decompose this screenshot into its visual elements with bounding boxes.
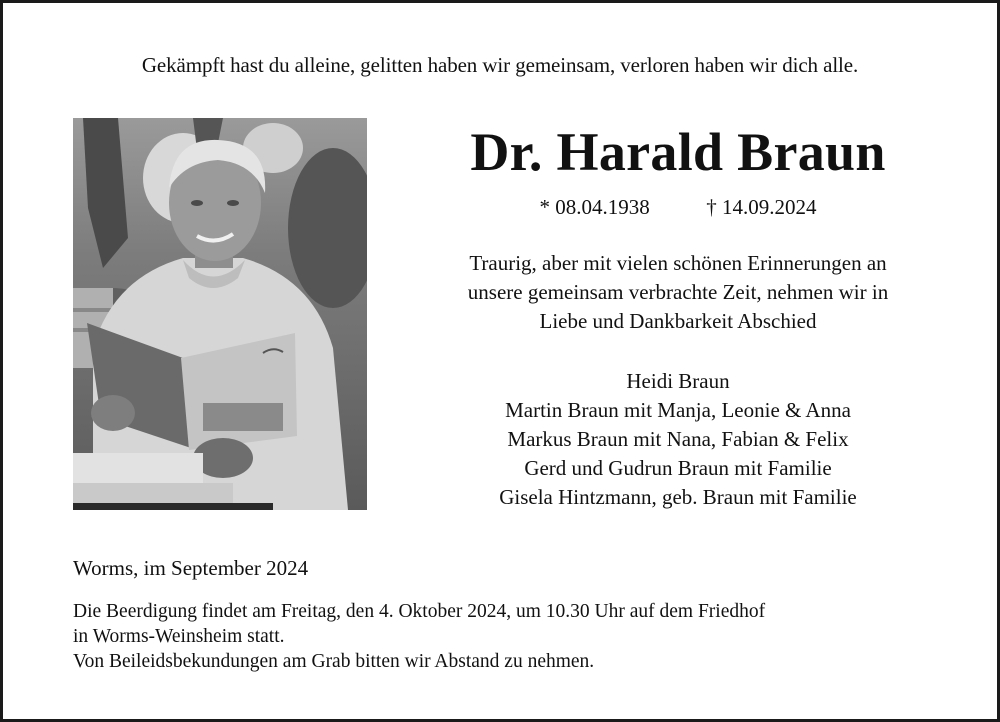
deceased-name: Dr. Harald Braun [470, 122, 886, 182]
place-and-date: Worms, im September 2024 [73, 556, 309, 580]
birth-date: 08.04.1938 [555, 195, 650, 219]
mourner-entry: Gisela Hintzmann, geb. Braun mit Familie [499, 485, 857, 509]
life-dates [413, 195, 943, 220]
farewell-line: Traurig, aber mit vielen schönen Erinnerungen an [469, 251, 887, 275]
birth-symbol: * [539, 195, 550, 219]
death-symbol-cross-icon: † [706, 195, 717, 219]
notice-line: Von Beileidsbekundungen am Grab bitten wir Abstand zu nehmen. [73, 651, 595, 672]
death-date: 14.09.2024 [722, 195, 817, 219]
notice-line: Die Beerdigung findet am Freitag, den 4. Oktober 2024, um 10.30 Uhr auf dem Friedhof [73, 601, 766, 622]
notice-line: in Worms-Weinsheim statt. [73, 626, 285, 647]
motto-text: Gekämpft hast du alleine, gelitten haben wir gemeinsam, verloren haben wir dich alle. [141, 53, 859, 77]
farewell-line: Liebe und Dankbarkeit Abschied [539, 309, 817, 333]
mourner-entry: Markus Braun mit Nana, Fabian & Felix [507, 427, 849, 451]
mourner-entry: Heidi Braun [626, 369, 730, 393]
mourner-entry: Gerd und Gudrun Braun mit Familie [524, 456, 832, 480]
farewell-line: unsere gemeinsam verbrachte Zeit, nehmen wir in [467, 280, 889, 304]
mourner-entry: Martin Braun mit Manja, Leonie & Anna [505, 398, 851, 422]
farewell-text [413, 249, 943, 336]
mourners-list [413, 367, 943, 512]
portrait-photo [73, 118, 367, 510]
funeral-notice [73, 599, 765, 674]
portrait-photo-icon [73, 118, 367, 510]
